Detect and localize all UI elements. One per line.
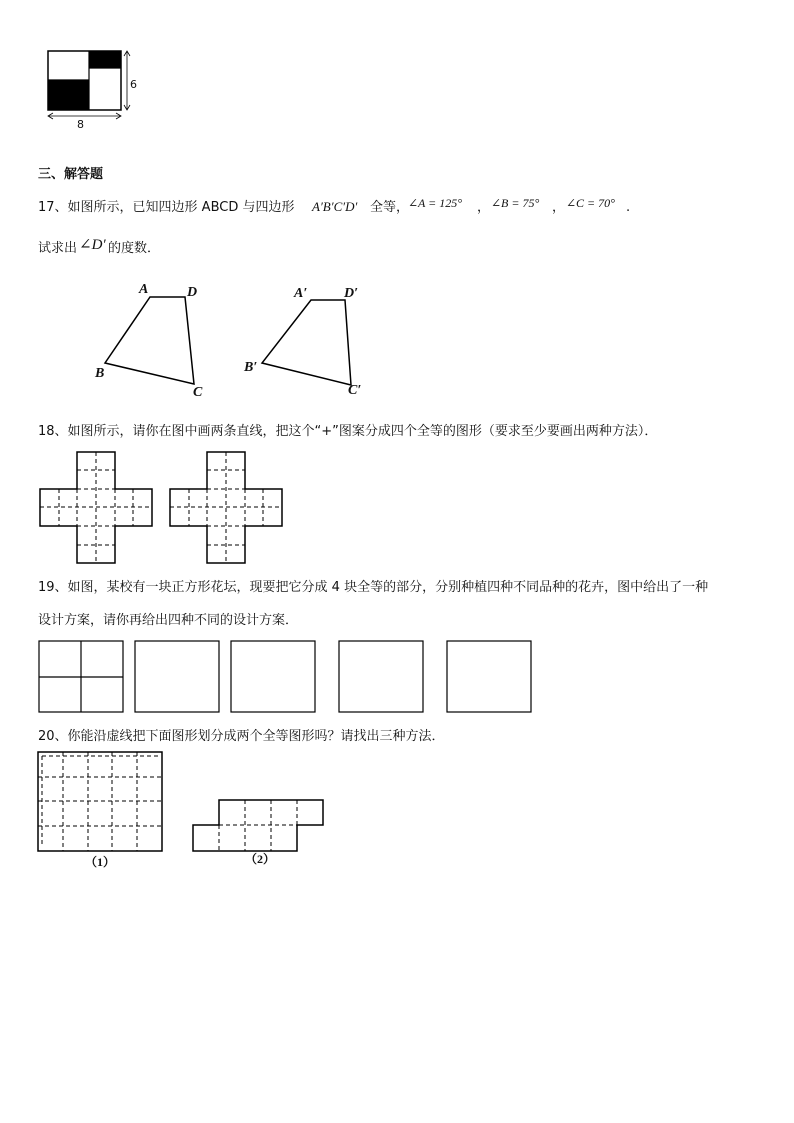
section-title: 三、解答题 [38,167,104,182]
fig16-height-label: 6 [130,78,137,91]
q17-label-A: A [139,282,149,297]
q17-label-C: C [193,385,203,400]
q17-angle-a: ∠A = 125° [408,196,463,210]
q18-text: 18、如图所示，请你在图中画两条直线，把这个“+”图案分成四个全等的图形（要求至少要画出两种方法）． [38,424,658,439]
q17-comma-2: ， [552,200,566,215]
q17-label-D-prime: D′ [344,286,359,301]
q20-figure-2 [193,800,323,851]
fig16-width-label: 8 [77,118,84,131]
q17-angle-b: ∠B = 75° [491,196,540,210]
q20-figure-1 [38,752,162,851]
q19-line2: 设计方案，请你再给出四种不同的设计方案． [38,613,299,628]
q19-line1: 19、如图，某校有一块正方形花坛，现要把它分成 4 块全等的部分，分别种植四种不同品种的花卉，图中给出了一种 [38,580,709,595]
q17-label-B-prime: B′ [244,360,258,375]
q17-text-prefix: 17、如图所示，已知四边形 ABCD 与四边形 [38,200,295,215]
q17-line2-suffix: 的度数． [108,241,161,256]
q17-label-C-prime: C′ [348,383,362,398]
q20-caption-2: （2） [245,852,276,866]
q17-label-A-prime: A′ [294,286,308,301]
q17-label-D: D [187,285,198,300]
q17-period: . [626,200,631,215]
q17-angle-c: ∠C = 70° [566,196,615,210]
q20-caption-1: （1） [85,855,116,869]
q17-comma-1: ， [477,200,491,215]
q17-quad-prime: A′B′C′D′ [312,199,358,214]
q17-angle-d: ∠D′ [79,237,106,253]
q17-line2-prefix: 试求出 [38,241,78,256]
q20-text: 20、你能沿虚线把下面图形划分成两个全等图形吗？请找出三种方法． [38,729,445,744]
q17-label-B: B [95,366,105,381]
q17-text-mid: 全等， [370,200,410,215]
